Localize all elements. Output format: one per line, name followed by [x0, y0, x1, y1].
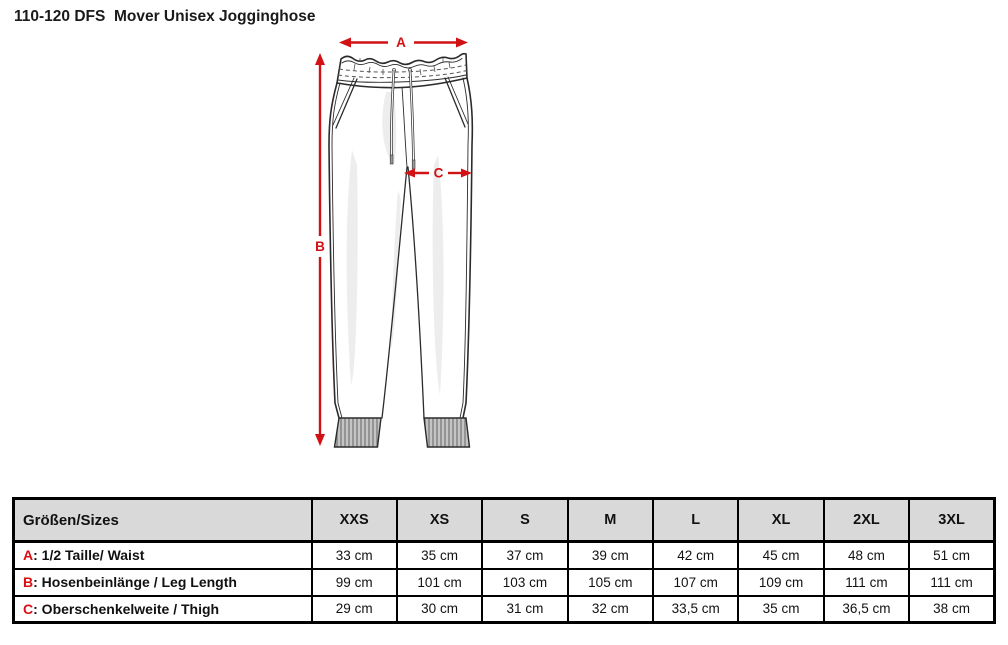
drawstring-aglet [412, 160, 415, 169]
size-header-cell: M [568, 499, 653, 542]
wrinkle-shading [347, 92, 444, 395]
table-corner-label: Größen/Sizes [14, 499, 312, 542]
size-table-header-row [14, 499, 995, 542]
size-header-cell: 3XL [909, 499, 994, 542]
page-title: 110-120 DFS Mover Unisex Jogginghose [14, 8, 316, 25]
row-key: A [23, 547, 34, 564]
measurement-cell: 30 cm [397, 596, 482, 623]
row-key: B [23, 574, 34, 590]
measurement-cell: 111 cm [824, 569, 909, 596]
row-label-thigh: C: Oberschenkelweite / Thigh [14, 596, 312, 623]
measurement-cell: 99 cm [312, 569, 397, 596]
label-c: C [433, 165, 444, 181]
measurement-cell: 35 cm [738, 596, 823, 623]
measurement-cell: 107 cm [653, 569, 738, 596]
size-header-cell: XL [738, 499, 823, 542]
cuff-right [424, 418, 470, 447]
size-header-cell: 2XL [824, 499, 909, 542]
label-a: A [396, 35, 406, 50]
cuffs [335, 418, 470, 447]
measurement-cell: 103 cm [482, 569, 567, 596]
measurement-cell: 37 cm [482, 542, 567, 569]
measurement-cell: 45 cm [738, 542, 823, 569]
measurement-cell: 39 cm [568, 542, 653, 569]
row-key: C [23, 600, 34, 617]
measure-arrow-a [339, 35, 468, 50]
measurement-cell: 36,5 cm [824, 596, 909, 623]
measurement-cell: 48 cm [824, 542, 909, 569]
table-row-leg-length [14, 569, 995, 596]
measurement-cell: 42 cm [653, 542, 738, 569]
measurement-cell: 33,5 cm [653, 596, 738, 623]
measurement-cell: 109 cm [738, 569, 823, 596]
size-table [12, 497, 996, 624]
table-row-thigh [14, 596, 995, 623]
measurement-cell: 105 cm [568, 569, 653, 596]
measurement-cell: 33 cm [312, 542, 397, 569]
measurement-cell: 38 cm [909, 596, 994, 623]
cuff-left [335, 418, 382, 447]
measurement-cell: 111 cm [909, 569, 994, 596]
size-header-cell: XXS [312, 499, 397, 542]
drawstring-aglet [390, 155, 393, 164]
measure-arrow-b [313, 53, 327, 446]
size-header-cell: S [482, 499, 567, 542]
table-row-waist [14, 542, 995, 569]
measurement-cell: 101 cm [397, 569, 482, 596]
row-label-waist: A: 1/2 Taille/ Waist [14, 542, 312, 569]
measurement-cell: 32 cm [568, 596, 653, 623]
row-label-leg-length: B: Hosenbeinlänge / Leg Length [14, 569, 312, 596]
measurement-cell: 51 cm [909, 542, 994, 569]
size-header-cell: L [653, 499, 738, 542]
measurement-cell: 31 cm [482, 596, 567, 623]
measurement-cell: 35 cm [397, 542, 482, 569]
pants-diagram [290, 15, 510, 465]
measurement-cell: 29 cm [312, 596, 397, 623]
size-header-cell: XS [397, 499, 482, 542]
label-b: B [315, 239, 325, 254]
